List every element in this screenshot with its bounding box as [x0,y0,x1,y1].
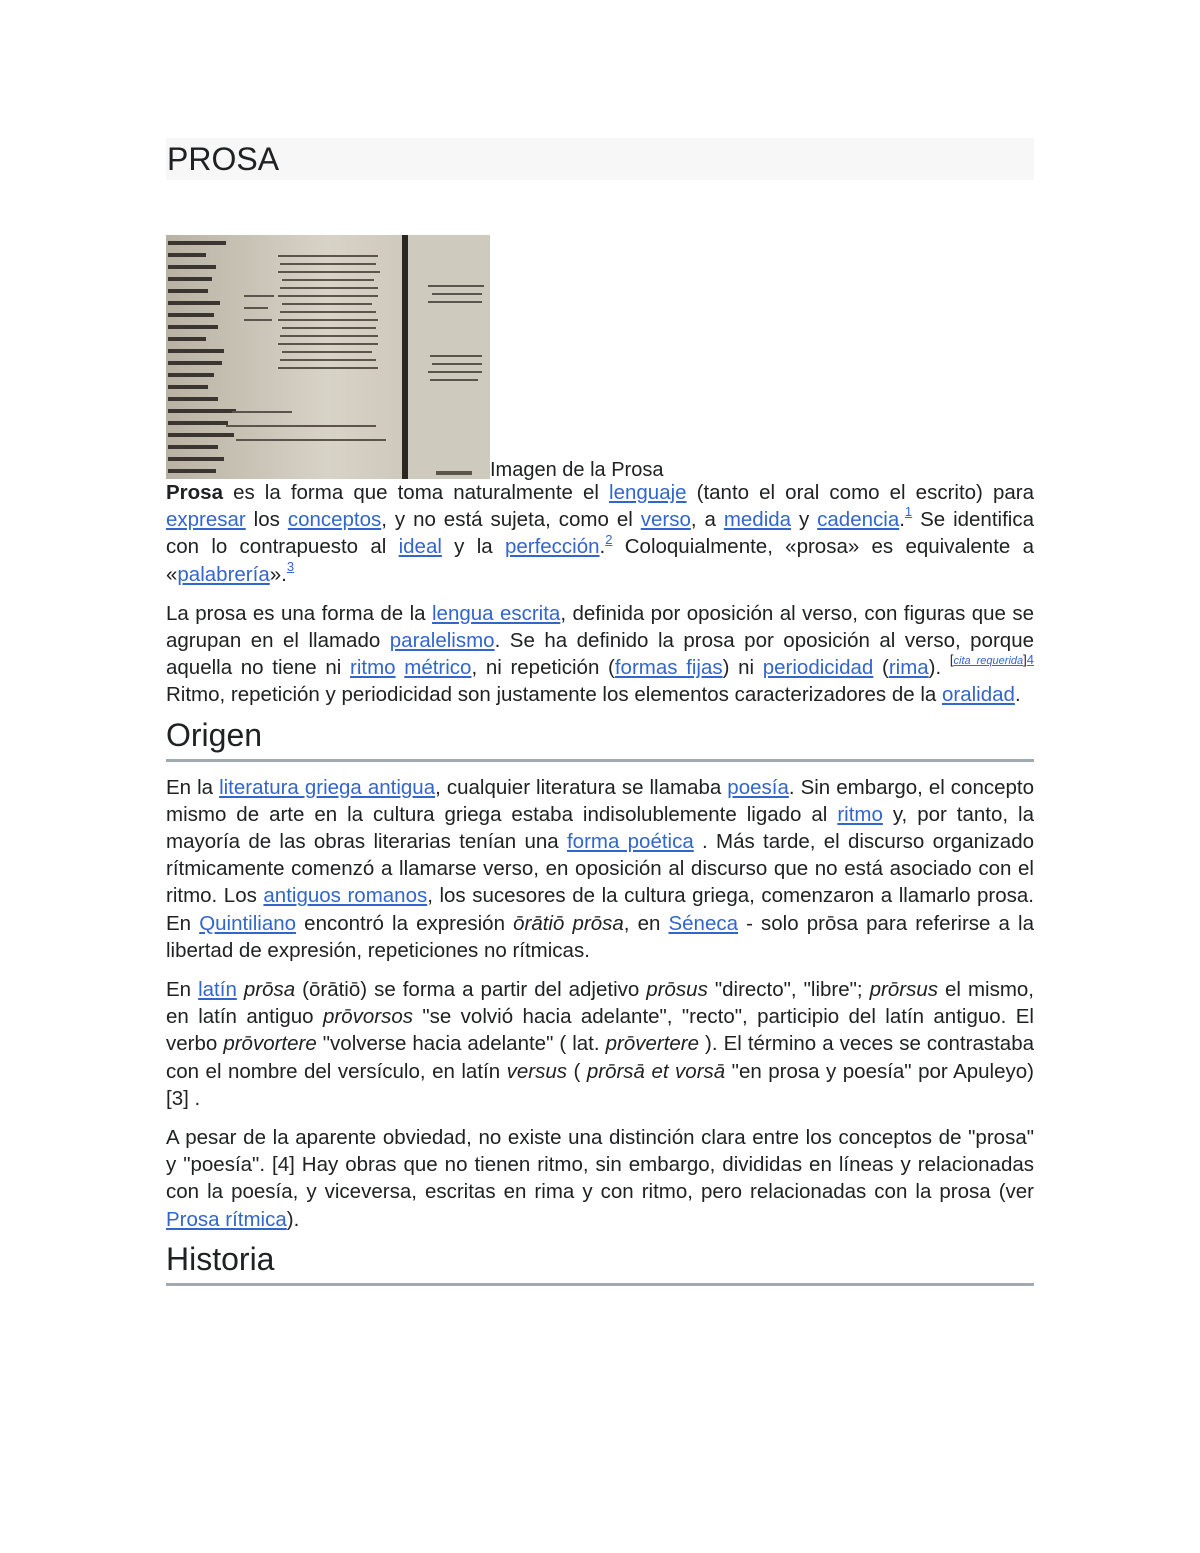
section-heading-historia: Historia [166,1239,1034,1286]
link-periodicidad[interactable]: periodicidad [762,656,874,680]
intro-paragraph-2: La prosa es una forma de la lengua escrita, definida por oposición al verso, con figuras que se agrupan en el llamado paralelismo. Se ha definido la prosa por oposición al verso, porque aquella no tiene ni ritmo métrico, ni repetición (formas fijas) ni periodicidad (rima). $^{[cita requerida]4}$ Ritmo, repetición y periodicidad son justamente los elementos caracterizadores de la oralidad. [166,601,1035,707]
manuscript-image [166,235,490,479]
link-verso[interactable]: verso [640,508,691,532]
ref-4[interactable]: 4 [1026,652,1034,668]
link-medida[interactable]: medida [723,508,792,532]
link-antiguos-romanos[interactable]: antiguos romanos [263,884,428,908]
link-lenguaje[interactable]: lenguaje [609,481,687,504]
ref-2[interactable]: 2 [605,531,613,547]
article [166,138,1034,1286]
origen-paragraph-3: A pesar de la aparente obviedad, no existe una distinción clara entre los conceptos de "prosa" y "poesía". [4] Hay obras que no tienen ritmo, sin embargo, divididas en líneas y relacionadas con la poesía, y viceversa, escritas en rima y con ritmo, pero relacionadas con la prosa (ver Prosa rítmica). [166,1126,1034,1231]
link-expresar[interactable]: expresar [166,508,246,532]
section-heading-origen: Origen [166,715,1034,762]
link-ritmo[interactable]: ritmo [350,656,396,680]
link-paralelismo[interactable]: paralelismo [389,629,495,653]
link-forma-poetica[interactable]: forma poética [566,830,694,854]
term-bold: Prosa [166,481,223,504]
cita-requerida-link[interactable]: cita requerida [953,655,1024,668]
link-literatura-griega-antigua[interactable]: literatura griega antigua [219,775,436,799]
link-formas-fijas[interactable]: formas fijas [614,656,723,680]
link-prosa-ritmica[interactable]: Prosa rítmica [166,1207,287,1231]
link-rima[interactable]: rima [888,656,929,680]
page-title: PROSA [167,141,280,177]
link-poesia[interactable]: poesía [727,775,789,799]
link-ideal[interactable]: ideal [398,535,442,559]
link-latin[interactable]: latín [198,978,237,1002]
link-seneca[interactable]: Séneca [668,911,738,935]
intro-paragraph-1: Prosa es la forma que toma naturalmente el lenguaje (tanto el oral como el escrito) para expresar los conceptos, y no está sujeta, como el verso, a medida y cadencia.$^1$ Se identifica con lo contrapuesto al ideal y la perfección.$^2$ Coloquialmente, «prosa» es equivalente a «palabrería».$^3$ [166,481,1034,586]
link-lengua-escrita[interactable]: lengua escrita [431,601,561,625]
link-cadencia[interactable]: cadencia [817,508,900,532]
link-conceptos[interactable]: conceptos [287,508,382,532]
link-palabreria[interactable]: palabrería [177,562,270,586]
link-quintiliano[interactable]: Quintiliano [199,911,297,935]
ref-3[interactable]: 3 [286,558,295,574]
link-perfeccion[interactable]: perfección [504,535,600,559]
link-oralidad[interactable]: oralidad [941,683,1015,707]
link-metrico[interactable]: métrico [404,656,472,680]
origen-paragraph-1: En la literatura griega antigua, cualquier literatura se llamaba poesía. Sin embargo, el concepto mismo de arte en la cultura griega estaba indisolublemente ligado al ritmo y, por tanto, la mayoría de las obras literarias tenían una forma poética . Más tarde, el discurso organizado rítmicamente comenzó a llamarse verso, en oposición al discurso que no está asociado con el ritmo. Los antiguos romanos, los sucesores de la cultura griega, comenzaron a llamarlo prosa. En Quintiliano encontró la expresión ōrātiō prōsa, en Séneca - solo prōsa para referirse a la libertad de expresión, repeticiones no rítmicas. [166,775,1035,962]
figure [166,235,1034,479]
ref-1[interactable]: 1 [904,504,913,520]
title-bar [166,138,1034,180]
link-ritmo-origen[interactable]: ritmo [837,802,883,826]
origen-paragraph-2: En latín prōsa (ōrātiō) se forma a partir del adjetivo prōsus "directo", "libre"; prōrsus el mismo, en latín antiguo prōvorsos "se volvió hacia adelante", "recto", participio del latín antiguo. El verbo prōvortere "volverse hacia adelante" ( lat. prōvertere ). El término a veces se contrastaba con el nombre del versículo, en latín versus ( prōrsā et vorsā "en prosa y poesía" por Apuleyo) [3] . [166,978,1035,1110]
figure-caption: Imagen de la Prosa [490,459,664,481]
